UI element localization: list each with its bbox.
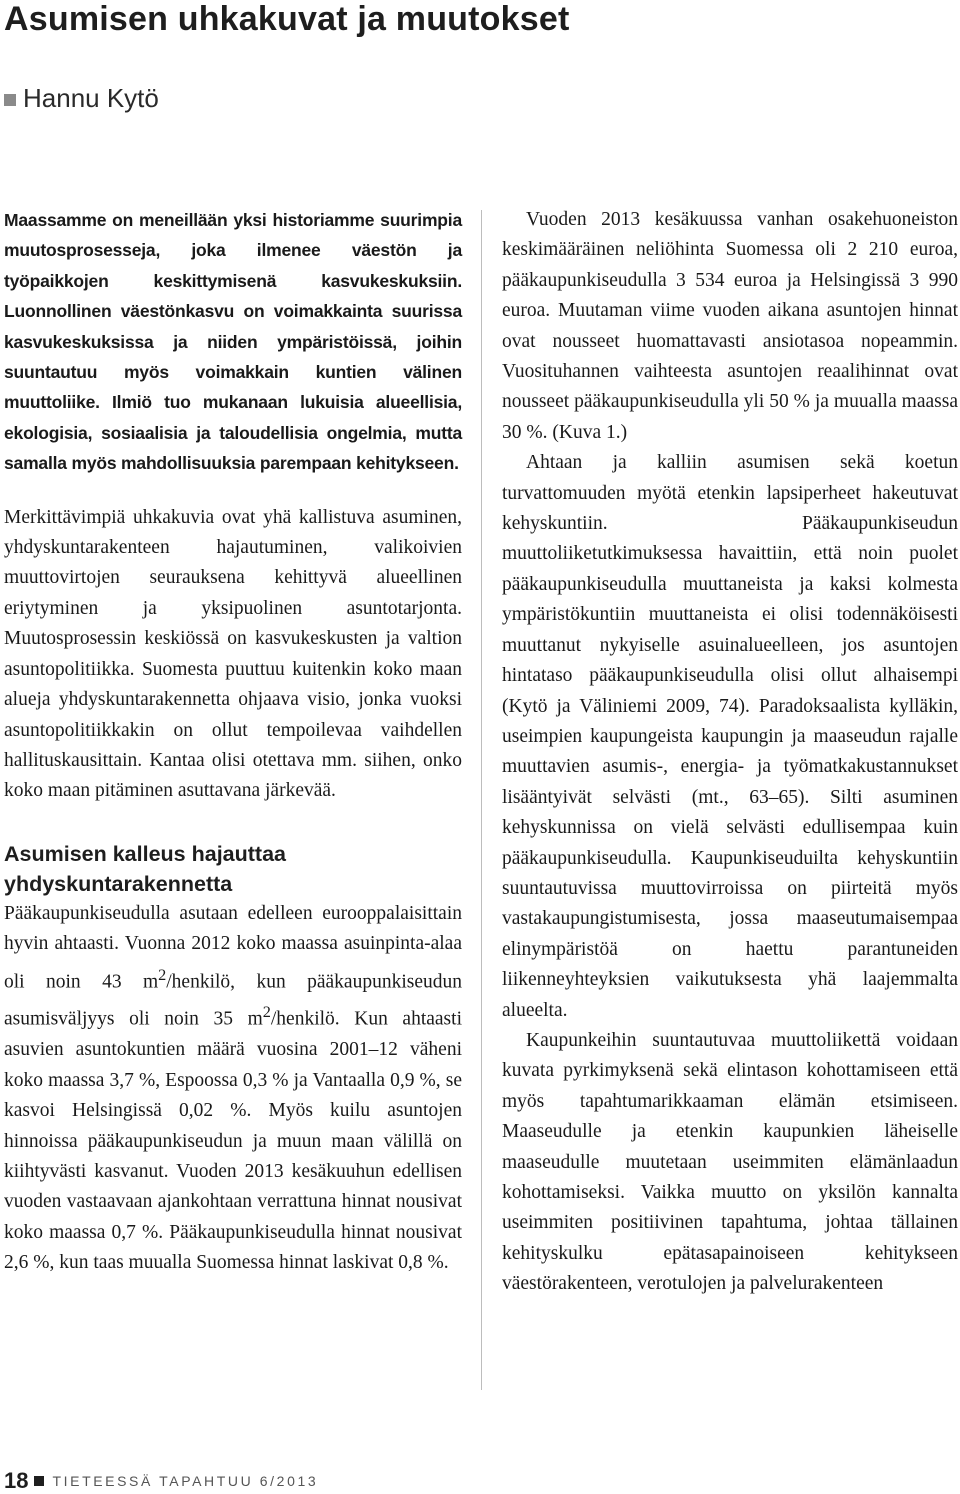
- article-title: Asumisen uhkakuvat ja muutokset: [4, 0, 570, 38]
- author-name: Hannu Kytö: [23, 83, 159, 113]
- body-paragraph: Merkittävimpiä uhkakuvia ovat yhä kallistuva asuminen, yhdyskuntarakenteen hajautuminen, valikoivien muuttovirtojen seurauksena kehittyvä alueellinen eriytyminen ja yksipuolinen asuntotarjonta. Muutosprosessin keskiössä on kasvukeskusten ja valtion asuntopolitiikka. Suomesta puuttuu kuitenkin koko maan alueja yhdyskuntarakennetta ohjaava visio, jonka vuoksi asuntopolitiikkakin on ollut tempoilevaa vaihdellen hallituskausittain. Kantaa olisi otettava mm. siihen, onko koko maan pitäminen asuttavana järkevää.: [4, 506, 462, 802]
- page-footer: [4, 1468, 318, 1494]
- body-paragraph: Ahtaan ja kalliin asumisen sekä koetun turvattomuuden myötä etenkin lapsiperheet hakeutuvat kehyskuntiin. Pääkaupunkiseudun muuttoliiketutkimuksessa havaittiin, että noin puolet pääkaupunkiseudulla muuttaneista ja kaksi kolmesta ympäristökuntiin muuttaneista ei olisi todennäköisesti muuttanut nykyiselle asuinalueelleen, jos asuntojen hintataso pääkaupunkiseudulla olisi ollut alhaisempi (Kytö ja Väliniemi 2009, 74). Paradoksaalista kylläkin, useimpien kaupungeista kaupungin ja maaseudun rajalle muuttavien asumis-, energia- ja työmatkakustannukset lisääntyivät selvästi (mt., 63–65). Silti asuminen kehyskunnissa on vielä selvästi edullisempaa kuin pääkaupunkiseudulla. Kaupunkiseuduilta kehyskuntiin suuntautuvissa muuttovirroissa on piirteitä myös vastakaupungistumisesta, jossa maaseutumaisempaa elinympäristöä on haettu parantuneiden liikenneyhteyksien vaikutuksesta yhä laajemmalta alueelta.: [502, 452, 958, 1021]
- body-text: /henkilö, kun pääkaupunkiseudun asumisväljyys oli noin 35 m: [4, 971, 462, 1030]
- left-column: [4, 205, 462, 1279]
- superscript: 2: [262, 1003, 271, 1022]
- bullet-square-icon: [4, 94, 16, 106]
- publication-name: TIETEESSÄ TAPAHTUU 6/2013: [52, 1473, 319, 1489]
- section-heading: Asumisen kalleus hajauttaa yhdyskuntarakennetta: [4, 841, 286, 896]
- lead-paragraph: Maassamme on meneillään yksi historiamme suurimpia muutosprosesseja, joka ilmenee väestön ja työpaikkojen keskittymisenä kasvukeskuksiin. Luonnollinen väestönkasvu on voimakkainta suurissa kasvukeskuksissa ja niiden ympäristöissä, joihin suuntautuu myös voimakkain kuntien välinen muuttoliike. Ilmiö tuo mukanaan lukuisia alueellisia, ekologisia, sosiaalisia ja taloudellisia ongelmia, mutta samalla myös mahdollisuuksia parempaan kehitykseen.: [4, 210, 462, 474]
- body-text: Pääkaupunkiseudulla asutaan edelleen eurooppalaisittain hyvin ahtaasti. Vuonna 2012 koko maassa asuinpinta-alaa oli noin 43 m: [4, 902, 462, 993]
- body-paragraph: Kaupunkeihin suuntautuvaa muuttoliikettä voidaan kuvata pyrkimyksenä sekä elintason kohottamiseen että myös tapahtumarikkaaman elämän etsimiseen. Maaseudulle ja etenkin kaupunkien läheiselle maaseudulle muutetaan useimmiten elämänlaadun kohottamiseksi. Vaikka muutto on yksilön kannalta useimmiten positiivinen tapahtuma, johtaa tällainen kehityskulku epätasapainoiseen kehitykseen väestörakenteen, verotulojen ja palvelurakenteen: [502, 1029, 958, 1295]
- superscript: 2: [158, 965, 167, 984]
- right-column: [502, 205, 958, 1300]
- footer-square-icon: [34, 1476, 44, 1486]
- column-divider: [481, 210, 482, 1390]
- body-paragraph: [4, 899, 462, 1279]
- author-line: [4, 82, 159, 114]
- page-number: 18: [4, 1468, 29, 1493]
- body-paragraph: Vuoden 2013 kesäkuussa vanhan osakehuoneiston keskimääräinen neliöhinta Suomessa oli 2 210 euroa, pääkaupunkiseudulla 3 534 euroa ja Helsingissä 3 990 euroa. Muutaman viime vuoden aikana asuntojen hinnat ovat nousseet huomattavasti ansiotasoa nopeammin. Vuosituhannen vaihteesta asuntojen reaalihinnat ovat nousseet pääkaupunkiseudulla yli 50 % ja muualla maassa 30 %. (Kuva 1.): [502, 209, 958, 443]
- body-text: /henkilö. Kun ahtaasti asuvien asuntokuntien määrä vuosina 2001–12 väheni koko maassa 3,7 %, Espoossa 0,3 % ja Vantaalla 0,9 %, se kasvoi Helsingissä 0,02 %. Myös kuilu asuntojen hinnoissa pääkaupunkiseudun ja muun maan välillä on kiihtyvästi kasvanut. Vuoden 2013 kesäkuuhun edellisen vuoden vastaavaan ajankohtaan verrattuna hinnat nousivat koko maassa 0,7 %. Pääkaupunkiseudulla hinnat nousivat 2,6 %, kun taas muualla Suomessa hinnat laskivat 0,8 %.: [4, 1008, 462, 1274]
